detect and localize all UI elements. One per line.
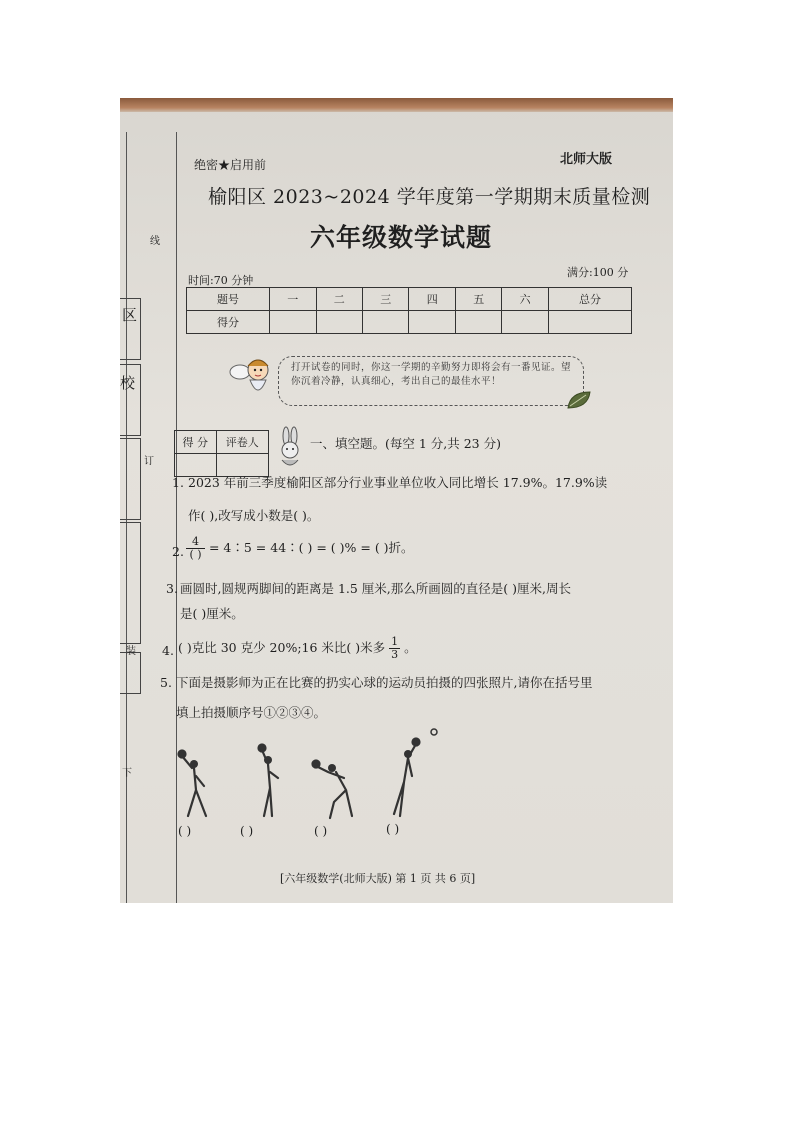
binding-mark-down: 下 xyxy=(122,768,132,779)
grader-header-row xyxy=(175,431,269,454)
answer-blank-3[interactable]: ( ) xyxy=(314,824,328,838)
score-table-cell: 题号 xyxy=(187,288,270,311)
section-one-title: 一、填空题。(每空 1 分,共 23 分) xyxy=(310,436,501,451)
question-2-rest: = 4∶5 = 44∶( ) = ( )% = ( )折。 xyxy=(208,540,414,555)
binding-mark-line: 线 xyxy=(150,236,160,247)
score-table xyxy=(186,287,632,334)
question-4-text: ( )克比 30 克少 20%;16 米比( )米多 xyxy=(178,640,386,655)
question-5-line-2: 填上拍摄顺序号①②③④。 xyxy=(176,705,327,720)
question-5-number: 5. xyxy=(160,675,172,690)
answer-blank-4[interactable]: ( ) xyxy=(386,822,400,836)
question-3-line-2: 是( )厘米。 xyxy=(180,606,244,621)
score-blank[interactable] xyxy=(316,311,362,334)
score-table-cell: 二 xyxy=(316,288,362,311)
score-table-score-row xyxy=(187,311,632,334)
question-1-line-2: 作( ),改写成小数是( )。 xyxy=(188,508,320,523)
score-blank[interactable] xyxy=(502,311,548,334)
fraction-denominator: 3 xyxy=(391,648,399,661)
score-blank[interactable] xyxy=(548,311,631,334)
fraction-numerator: 1 xyxy=(391,635,399,648)
rabbit-illustration xyxy=(276,426,306,470)
grader-table xyxy=(174,430,269,477)
score-table-cell: 一 xyxy=(270,288,316,311)
athlete-photo-1 xyxy=(170,746,230,822)
answer-blank-2[interactable]: ( ) xyxy=(240,824,254,838)
athlete-photo-4 xyxy=(382,726,442,822)
binding-box xyxy=(120,438,141,520)
fraction-numerator: 4 xyxy=(186,536,205,549)
question-4-end: 。 xyxy=(404,640,417,655)
photographed-page xyxy=(120,98,673,903)
edition-label: 北师大版 xyxy=(560,152,613,167)
question-2-body xyxy=(186,536,414,561)
binding-box xyxy=(120,522,141,644)
question-1-line-1: 2023 年前三季度榆阳区部分行业事业单位收入同比增长 17.9%。17.9%读 xyxy=(188,475,608,490)
score-table-cell: 得分 xyxy=(187,311,270,334)
page-footer: [六年级数学(北师大版) 第 1 页 共 6 页] xyxy=(280,872,476,885)
answer-blank-1[interactable]: ( ) xyxy=(178,824,192,838)
score-table-cell: 五 xyxy=(455,288,501,311)
athlete-photo-2 xyxy=(250,742,290,822)
angel-illustration xyxy=(228,350,276,404)
question-2-fraction xyxy=(186,536,205,561)
binding-char-school: 校 xyxy=(120,374,136,392)
question-4-body xyxy=(178,636,417,661)
grader-label: 评卷人 xyxy=(216,431,268,454)
score-blank[interactable] xyxy=(455,311,501,334)
question-3-line-1: 画圆时,圆规两脚间的距离是 1.5 厘米,那么所画圆的直径是( )厘米,周长 xyxy=(180,581,571,596)
time-limit: 时间:70 分钟 xyxy=(188,274,254,287)
question-4-fraction xyxy=(389,636,400,661)
score-blank[interactable] xyxy=(362,311,408,334)
question-3-number: 3. xyxy=(166,581,178,596)
score-table-cell: 三 xyxy=(362,288,408,311)
binding-mark-bind: 订 xyxy=(144,456,154,467)
secret-label: 绝密★启用前 xyxy=(194,158,267,172)
score-blank[interactable] xyxy=(409,311,455,334)
subject-title: 六年级数学试题 xyxy=(310,223,493,252)
binding-mark-fold: 装 xyxy=(126,646,136,657)
grader-score-label: 得 分 xyxy=(175,431,217,454)
score-table-cell: 总分 xyxy=(548,288,631,311)
wooden-table-edge xyxy=(120,98,673,112)
exam-title: 榆阳区 2023~2024 学年度第一学期期末质量检测 xyxy=(208,186,651,208)
score-table-cell: 四 xyxy=(409,288,455,311)
leaf-icon xyxy=(566,388,594,412)
binding-box xyxy=(120,652,141,694)
question-5-line-1: 下面是摄影师为正在比赛的扔实心球的运动员拍摄的四张照片,请你在括号里 xyxy=(176,675,593,690)
question-1-number: 1. xyxy=(172,475,184,490)
full-score: 满分:100 分 xyxy=(567,266,629,279)
score-table-cell: 六 xyxy=(502,288,548,311)
question-2-number: 2. xyxy=(172,544,184,559)
motto-bubble: 打开试卷的同时，你这一学期的辛勤努力即将会有一番见证。望你沉着冷静，认真细心，考出自己的最佳水平！ xyxy=(278,356,584,406)
score-table-header-row xyxy=(187,288,632,311)
question-4-number: 4. xyxy=(162,643,174,658)
fraction-denominator: ( ) xyxy=(189,548,202,561)
athlete-photo-3 xyxy=(306,754,366,824)
score-blank[interactable] xyxy=(270,311,316,334)
binding-char-district: 区 xyxy=(122,306,138,324)
